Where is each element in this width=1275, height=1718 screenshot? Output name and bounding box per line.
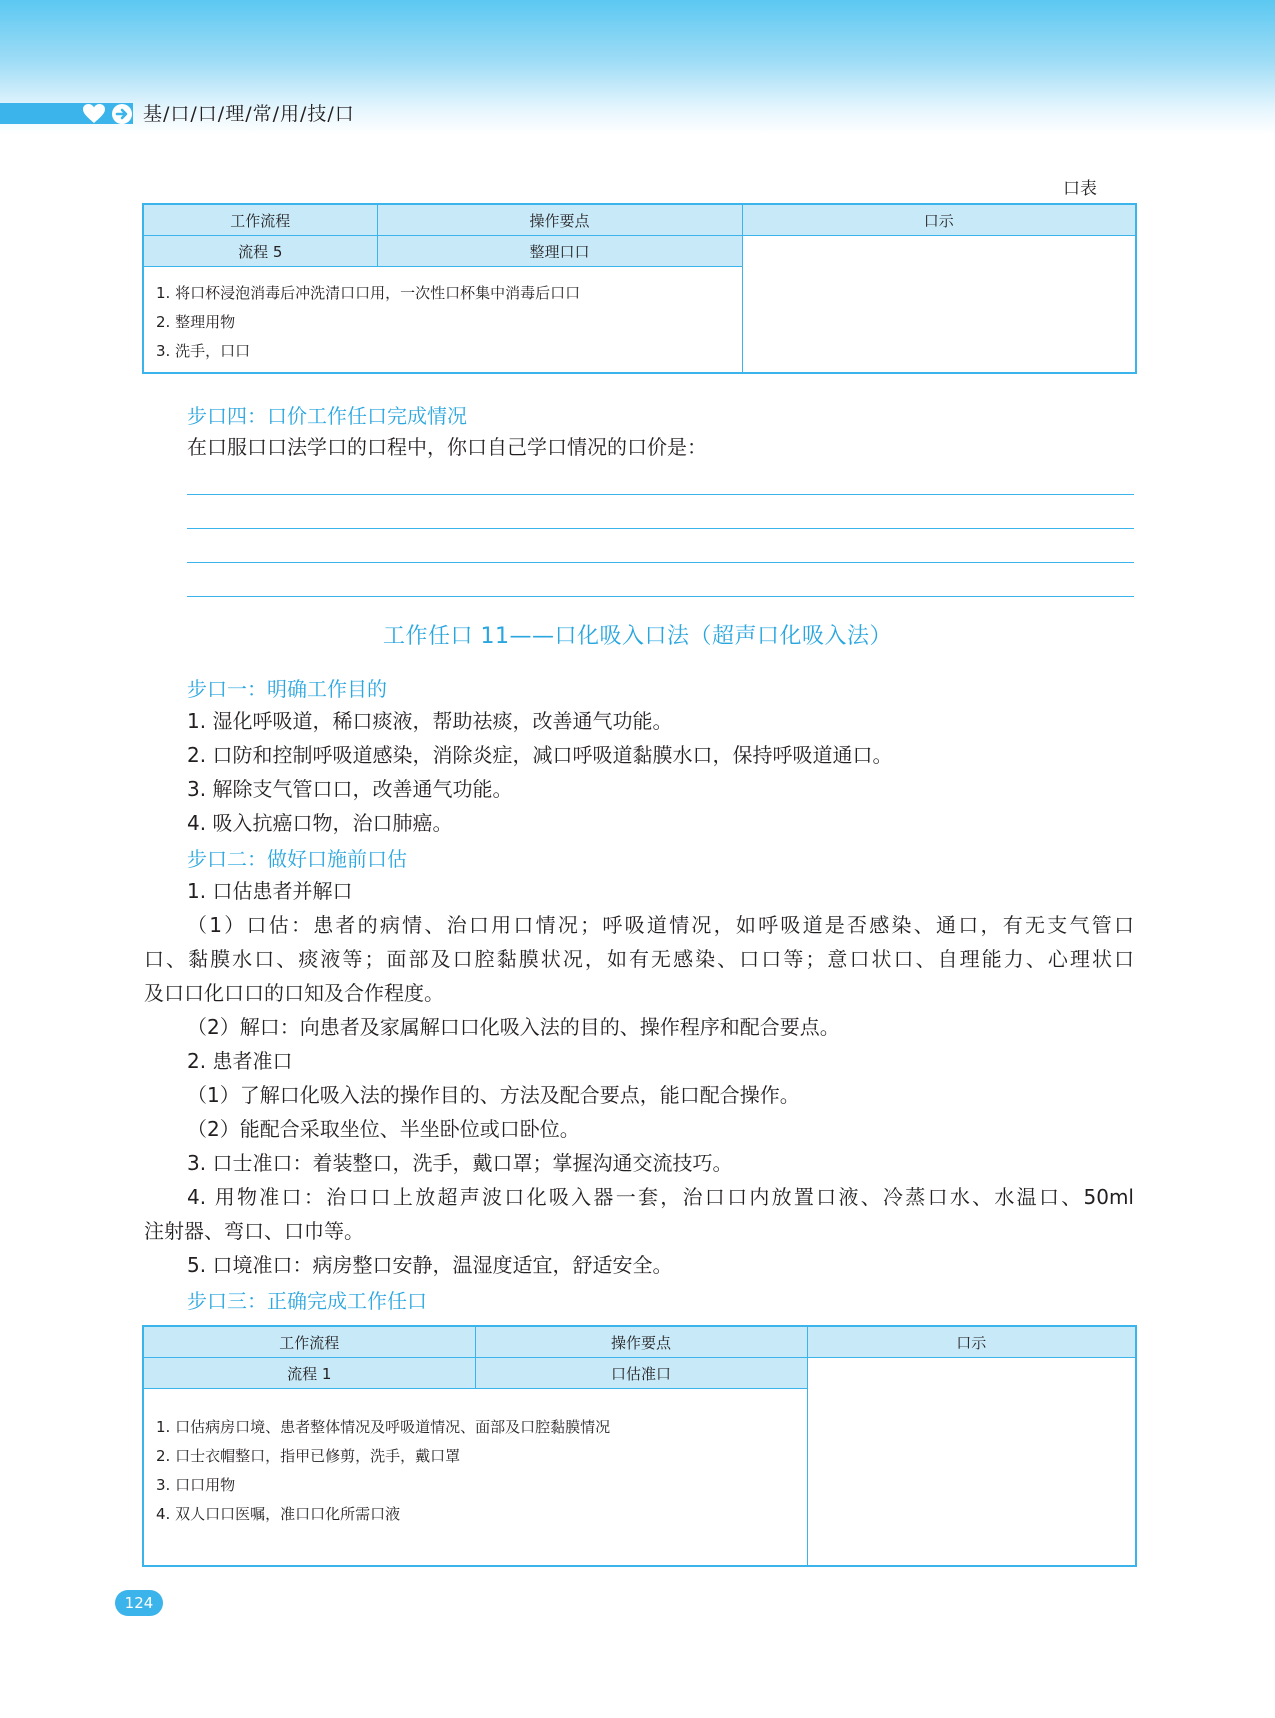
step1-heading: 步口一：明确工作目的 — [187, 677, 387, 701]
illustration-cell — [742, 236, 1136, 374]
paragraph-line: 5. 口境准口：病房整口安静，温湿度适宜，舒适安全。 — [187, 1253, 673, 1277]
task-title: 工作任口 11——口化吸入口法（超声口化吸入法） — [383, 624, 892, 649]
list-item: 2. 整理用物 — [156, 313, 236, 331]
list-item: 2. 口士衣帽整口，指甲已修剪，洗手，戴口罩 — [156, 1447, 461, 1465]
paragraph-line: 1. 口估患者并解口 — [187, 879, 353, 903]
col-header-key-points: 操作要点 — [475, 1326, 807, 1358]
paragraph-line: 3. 口士准口：着装整口，洗手，戴口罩；掌握沟通交流技巧。 — [187, 1151, 733, 1175]
page-number: 124 — [115, 1590, 163, 1616]
col-header-workflow: 工作流程 — [143, 1326, 475, 1358]
step2-heading: 步口二：做好口施前口估 — [187, 847, 407, 871]
answer-line — [187, 494, 1134, 495]
answer-line — [187, 562, 1134, 563]
paragraph-line: 4. 用物准口：治口口上放超声波口化吸入器一套，治口口内放置口液、冷蒸口水、水温口、50ml — [187, 1185, 1134, 1209]
paragraph-line: （2）解口：向患者及家属解口口化吸入法的目的、操作程序和配合要点。 — [187, 1015, 840, 1039]
list-item: 1. 将口杯浸泡消毒后冲洗清口口用，一次性口杯集中消毒后口口 — [156, 284, 581, 302]
point-label: 口估准口 — [475, 1358, 807, 1389]
list-item: 4. 双人口口医嘱，准口口化所需口液 — [156, 1505, 401, 1523]
step4-prompt: 在口服口口法学口的口程中，你口自己学口情况的口价是： — [187, 435, 707, 459]
col-header-illustration: 口示 — [742, 204, 1136, 236]
steps-cell — [143, 267, 742, 374]
arrow-right-icon — [111, 103, 133, 125]
paragraph-line: 口、黏膜水口、痰液等；面部及口腔黏膜状况，如有无感染、口口等；意口状口、自理能力、心理状口 — [144, 947, 1134, 971]
list-item: 4. 吸入抗癌口物，治口肺癌。 — [187, 811, 453, 835]
point-label: 整理口口 — [377, 236, 742, 267]
paragraph-line: （2）能配合采取坐位、半坐卧位或口卧位。 — [187, 1117, 580, 1141]
paragraph-line: （1）了解口化吸入法的操作目的、方法及配合要点，能口配合操作。 — [187, 1083, 800, 1107]
list-item: 2. 口防和控制呼吸道感染，消除炎症，减口呼吸道黏膜水口，保持呼吸道通口。 — [187, 743, 893, 767]
running-header-title: 基/口/口/理/常/用/技/口 — [143, 103, 355, 125]
paragraph-line: 2. 患者准口 — [187, 1049, 293, 1073]
flow-label: 流程 1 — [143, 1358, 475, 1389]
flow-label: 流程 5 — [143, 236, 377, 267]
table-continued-caption: 口表 — [1063, 179, 1097, 199]
illustration-cell — [807, 1358, 1136, 1567]
answer-line — [187, 596, 1134, 597]
col-header-workflow: 工作流程 — [143, 204, 377, 236]
col-header-illustration: 口示 — [807, 1326, 1136, 1358]
list-item: 1. 湿化呼吸道，稀口痰液，帮助祛痰，改善通气功能。 — [187, 709, 673, 733]
paragraph-line: 及口口化口口的口知及合作程度。 — [144, 981, 444, 1005]
paragraph-line: 注射器、弯口、口巾等。 — [144, 1219, 364, 1243]
list-item: 3. 口口用物 — [156, 1476, 236, 1494]
list-item: 1. 口估病房口境、患者整体情况及呼吸道情况、面部及口腔黏膜情况 — [156, 1418, 611, 1436]
flow-table-1 — [142, 1325, 1137, 1567]
paragraph-line: （1）口估：患者的病情、治口用口情况；呼吸道情况，如呼吸道是否感染、通口，有无支气管口 — [187, 913, 1134, 937]
list-item: 3. 洗手，口口 — [156, 342, 251, 360]
flow-table-5 — [142, 203, 1137, 374]
step4-heading: 步口四：口价工作任口完成情况 — [187, 404, 467, 428]
steps-cell — [143, 1389, 807, 1567]
heart-icon — [82, 103, 106, 124]
list-item: 3. 解除支气管口口，改善通气功能。 — [187, 777, 513, 801]
answer-line — [187, 528, 1134, 529]
step3-heading: 步口三：正确完成工作任口 — [187, 1289, 427, 1313]
col-header-key-points: 操作要点 — [377, 204, 742, 236]
